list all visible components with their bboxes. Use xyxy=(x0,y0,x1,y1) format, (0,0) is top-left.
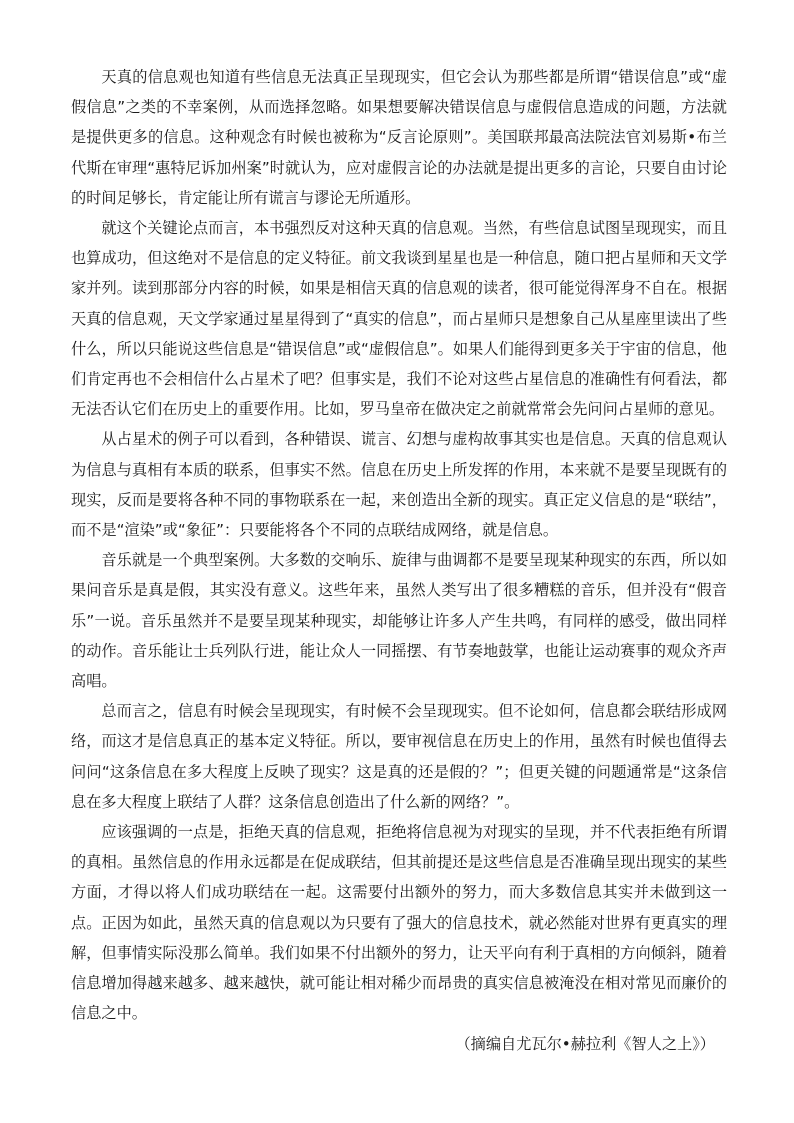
paragraph-1: 天真的信息观也知道有些信息无法真正呈现现实，但它会认为那些都是所谓“错误信息”或“虚假信息”之类的不幸案例，从而选择忽略。如果想要解决错误信息与虚假信息造成的问题，方法就是提供更多的信息。这种观念有时候也被称为“反言论原则”。美国联邦最高法院法官刘易斯•布兰代斯在审理“惠特尼诉加州案”时就认为，应对虚假言论的办法就是提出更多的言论，只要自由讨论的时间足够长，肯定能让所有谎言与谬论无所遁形。 xyxy=(71,68,727,207)
paragraph-3: 从占星术的例子可以看到，各种错误、谎言、幻想与虚构故事其实也是信息。天真的信息观认为信息与真相有本质的联系，但事实不然。信息在历史上所发挥的作用，本来就不是要呈现既有的现实，反而是要将各种不同的事物联系在一起，来创造出全新的现实。真正定义信息的是“联结”，而不是“渲染”或“象征”：只要能将各个不同的点联结成网络，就是信息。 xyxy=(71,430,727,540)
paragraph-4: 音乐就是一个典型案例。大多数的交响乐、旋律与曲调都不是要呈现某种现实的东西，所以如果问音乐是真是假，其实没有意义。这些年来，虽然人类写出了很多糟糕的音乐，但并没有“假音乐”一说。音乐虽然并不是要呈现某种现实，却能够让许多人产生共鸣，有同样的感受，做出同样的动作。音乐能让士兵列队行进，能让众人一同摇摆、有节奏地鼓掌，也能让运动赛事的观众齐声高唱。 xyxy=(71,551,727,691)
paragraph-6: 应该强调的一点是，拒绝天真的信息观，拒绝将信息视为对现实的呈现，并不代表拒绝有所谓的真相。虽然信息的作用永远都是在促成联结，但其前提还是这些信息是否准确呈现出现实的某些方面，才得以将人们成功联结在一起。这需要付出额外的努力，而大多数信息其实并未做到这一点。正因为如此，虽然天真的信息观以为只要有了强大的信息技术，就必然能对世界有更真实的理解，但事情实际没那么简单。我们如果不付出额外的努力，让天平向有利于真相的方向倾斜，随着信息增加得越来越多、越来越快，就可能让相对稀少而昂贵的真实信息被淹没在相对常见而廉价的信息之中。 xyxy=(71,823,727,1023)
paragraph-2: 就这个关键论点而言，本书强烈反对这种天真的信息观。当然，有些信息试图呈现现实，而且也算成功，但这绝对不是信息的定义特征。前文我谈到星星也是一种信息，随口把占星师和天文学家并列。读到那部分内容的时候，如果是相信天真的信息观的读者，很可能觉得浑身不自在。根据天真的信息观，天文学家通过星星得到了“真实的信息”，而占星师只是想象自己从星座里读出了些什么，所以只能说这些信息是“错误信息”或“虚假信息”。如果人们能得到更多关于宇宙的信息，他们肯定再也不会相信什么占星术了吧？但事实是，我们不论对这些占星信息的准确性有何看法，都无法否认它们在历史上的重要作用。比如，罗马皇帝在做决定之前就常常会先问问占星师的意见。 xyxy=(71,219,727,419)
document-page xyxy=(71,62,727,1059)
source-citation: （摘编自尤瓦尔•赫拉利《智人之上》） xyxy=(455,1034,715,1053)
paragraph-5: 总而言之，信息有时候会呈现现实，有时候不会呈现现实。但不论如何，信息都会联结形成网络，而这才是信息真正的基本定义特征。所以，要审视信息在历史上的作用，虽然有时候也值得去问问“这条信息在多大程度上反映了现实？这是真的还是假的？”；但更关键的问题通常是“这条信息在多大程度上联结了人群？这条信息创造出了什么新的网络？”。 xyxy=(71,702,727,811)
